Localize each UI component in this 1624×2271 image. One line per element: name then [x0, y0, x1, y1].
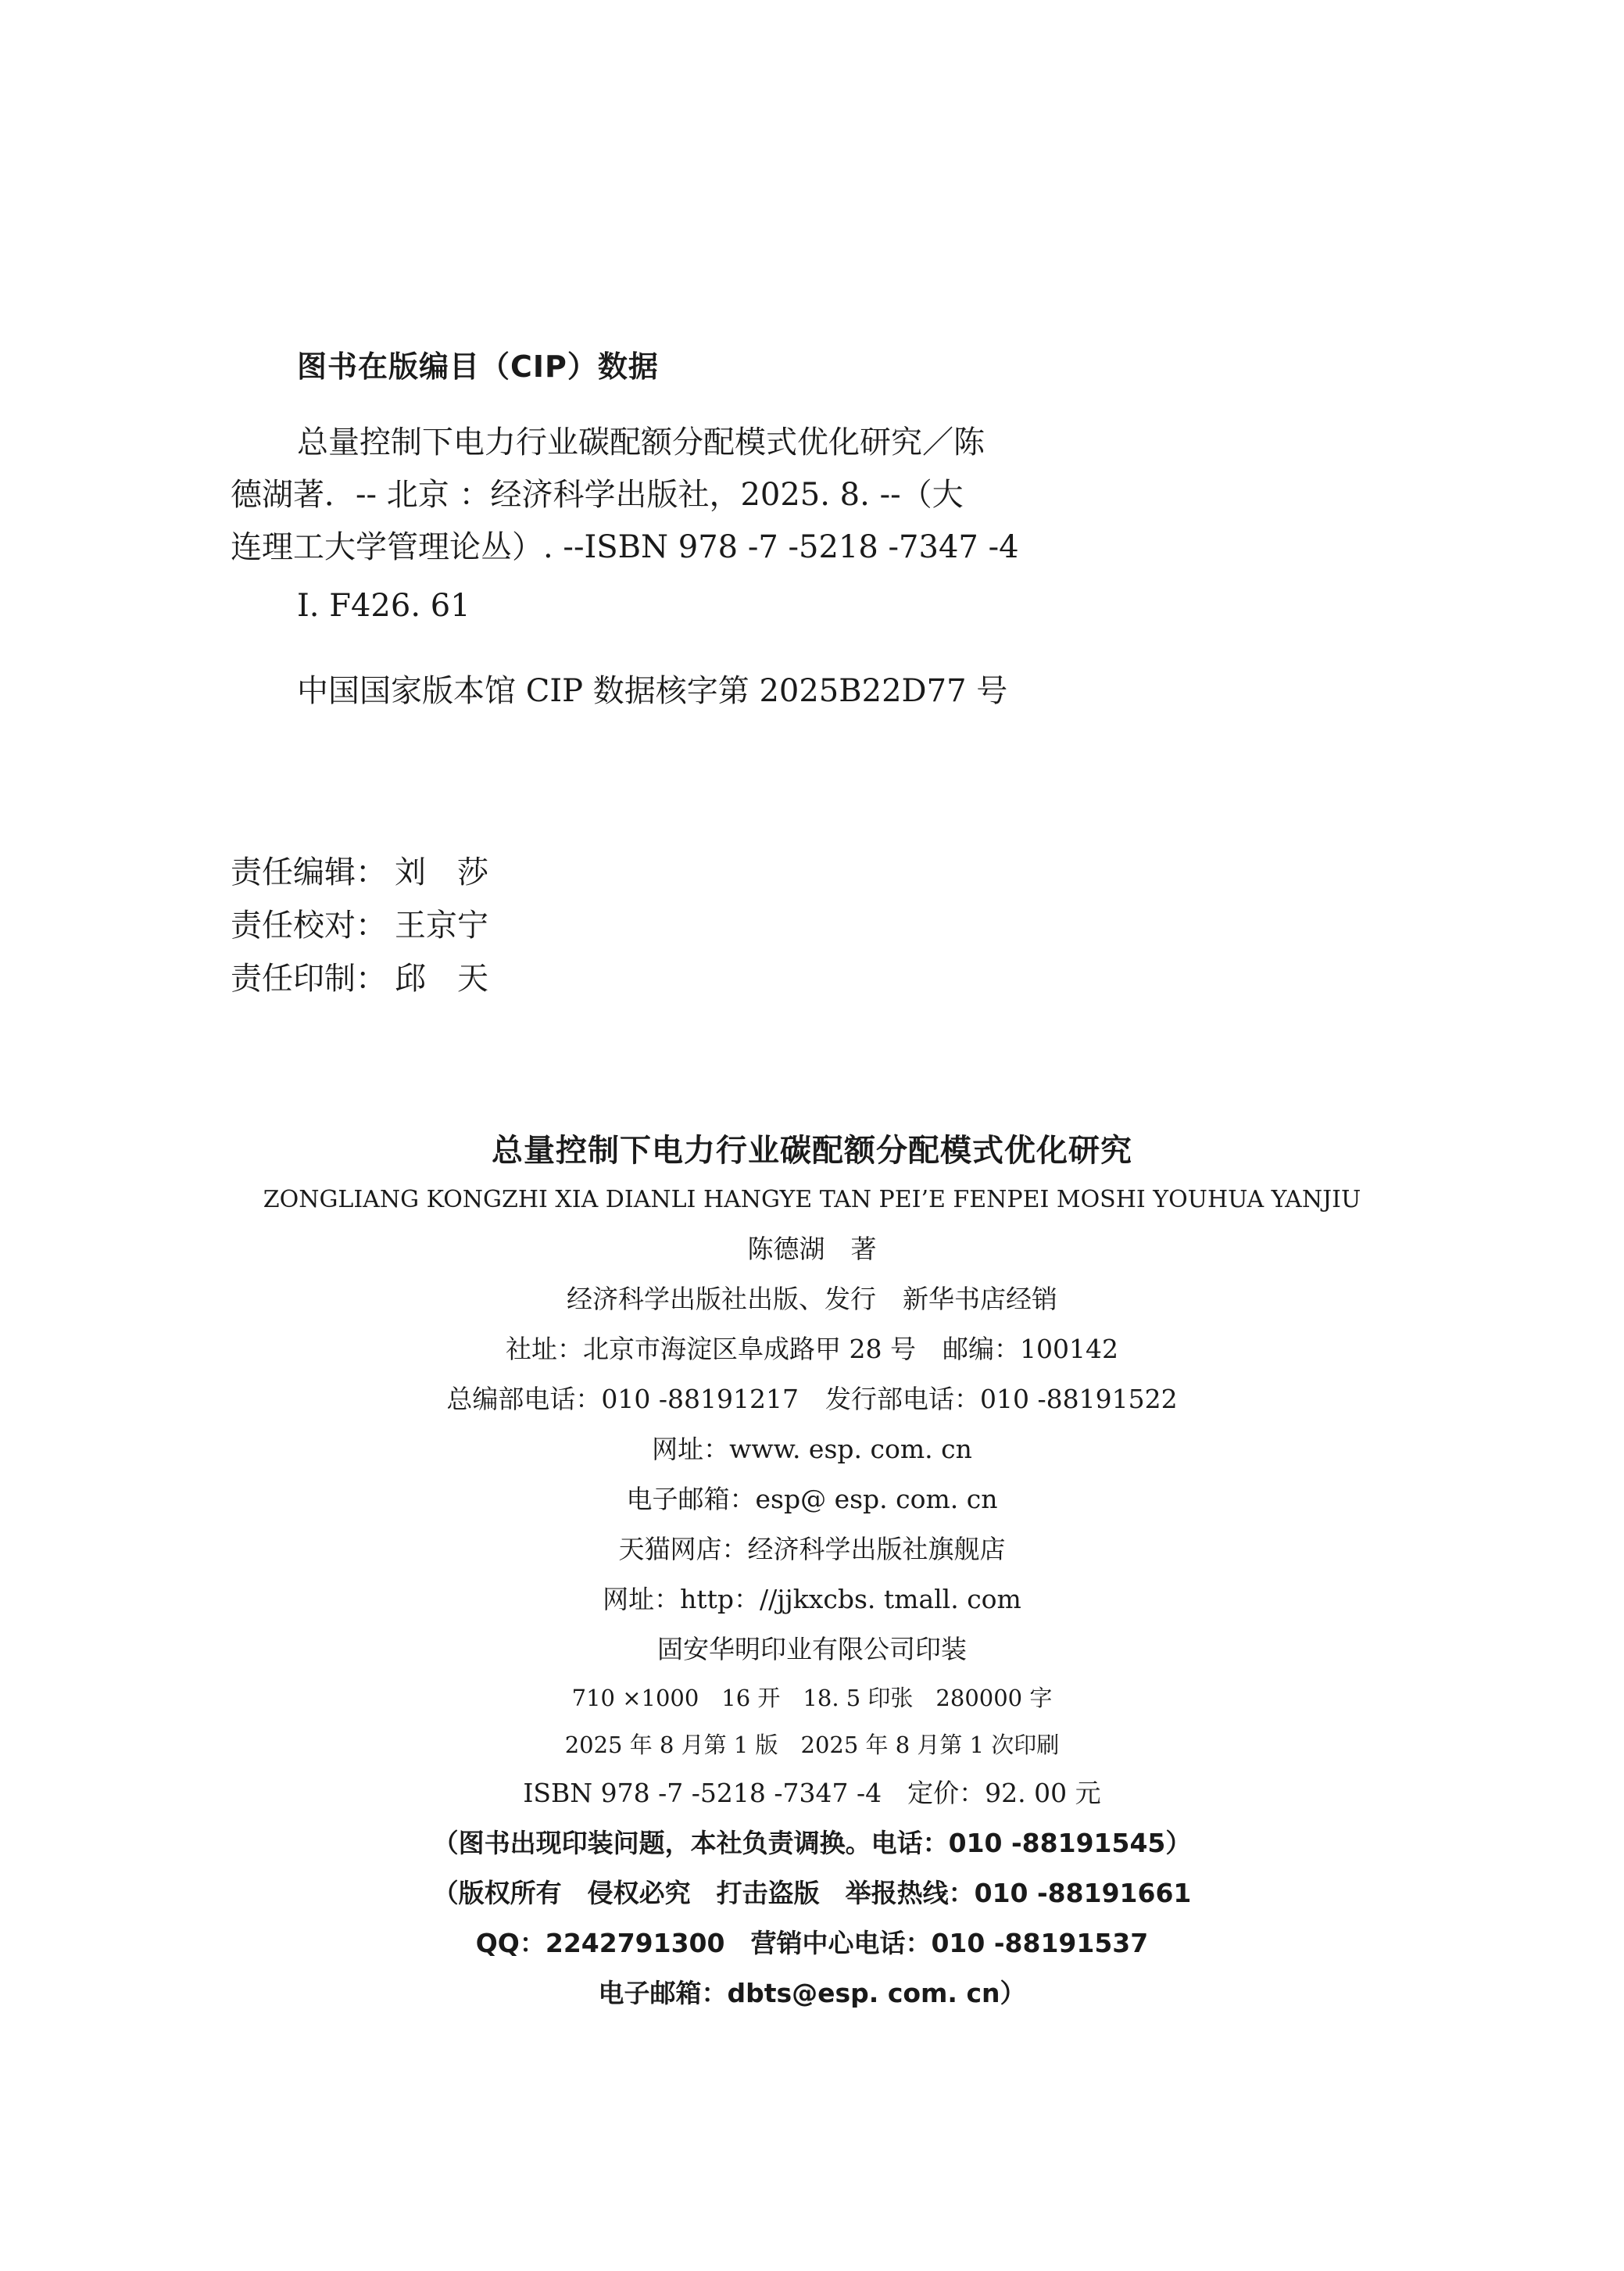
- isbn-price-line: ISBN 978 -7 -5218 -7347 -4 定价：92. 00 元: [523, 1778, 1101, 1808]
- cip-entry-line: 连理工大学管理论丛）. --ISBN 978 -7 -5218 -7347 -4: [231, 529, 1019, 565]
- address-line: [0, 1324, 1624, 1374]
- distribution-phone: 发行部电话：010 -88191522: [825, 1384, 1178, 1414]
- phone-line: [0, 1374, 1624, 1424]
- contact-notice: QQ：2242791300 营销中心电话：010 -88191537: [475, 1928, 1149, 1958]
- quality-notice: （图书出现印装问题，本社负责调换。电话：010 -88191545）: [432, 1828, 1192, 1858]
- complaint-email: 电子邮箱：dbts@esp. com. cn）: [598, 1978, 1026, 2008]
- staff-row-printing: [231, 952, 488, 1005]
- cip-heading: 图书在版编目（CIP）数据: [297, 349, 659, 384]
- edition-line: 2025 年 8 月第 1 版 2025 年 8 月第 1 次印刷: [564, 1732, 1060, 1758]
- staff-role: 责任校对：: [231, 908, 387, 944]
- staff-role: 责任印制：: [231, 961, 387, 997]
- cip-catalog-entry: [231, 417, 1078, 574]
- staff-row-proofreader: [231, 899, 488, 952]
- tmall-store-line: 天猫网店：经济科学出版社旗舰店: [618, 1534, 1006, 1564]
- staff-role: 责任编辑：: [231, 854, 387, 890]
- staff-name: 刘 莎: [395, 854, 488, 890]
- publisher-text: 经济科学出版社出版、发行: [567, 1284, 876, 1314]
- distributor-text: 新华书店经销: [903, 1284, 1057, 1314]
- postcode-text: 邮编：100142: [943, 1334, 1118, 1364]
- tmall-url-line: 网址：http：//jjkxcbs. tmall. com: [603, 1584, 1021, 1614]
- author-line: 陈德湖 著: [747, 1234, 877, 1264]
- book-title-pinyin: ZONGLIANG KONGZHI XIA DIANLI HANGYE TAN PEI’E FENPEI MOSHI YOUHUA YANJIU: [263, 1186, 1361, 1213]
- website-line: 网址：www. esp. com. cn: [652, 1434, 972, 1464]
- responsible-staff: [231, 846, 488, 1005]
- publisher-line: [0, 1274, 1624, 1324]
- cip-record-number: 中国国家版本馆 CIP 数据核字第 2025B22D77 号: [297, 673, 1008, 709]
- specs-line: 710 ×1000 16 开 18. 5 印张 280000 字: [571, 1685, 1053, 1711]
- email-line: 电子邮箱：esp@ esp. com. cn: [626, 1484, 998, 1514]
- staff-row-editor: [231, 846, 488, 899]
- editorial-phone: 总编部电话：010 -88191217: [446, 1384, 799, 1414]
- staff-name: 邱 天: [395, 961, 488, 997]
- staff-name: 王京宁: [395, 908, 488, 944]
- cip-classification: Ⅰ. F426. 61: [297, 588, 470, 624]
- printer-line: 固安华明印业有限公司印装: [657, 1634, 967, 1664]
- address-text: 社址：北京市海淀区阜成路甲 28 号: [506, 1334, 916, 1364]
- book-title: 总量控制下电力行业碳配额分配模式优化研究: [492, 1133, 1132, 1169]
- cip-entry-line: 总量控制下电力行业碳配额分配模式优化研究／陈: [297, 424, 985, 460]
- colophon: [0, 1126, 1624, 2018]
- copyright-notice: （版权所有 侵权必究 打击盗版 举报热线：010 -88191661: [432, 1878, 1192, 1908]
- cip-entry-line: 德湖著．-- 北京 ：经济科学出版社，2025. 8. --（大: [231, 477, 964, 513]
